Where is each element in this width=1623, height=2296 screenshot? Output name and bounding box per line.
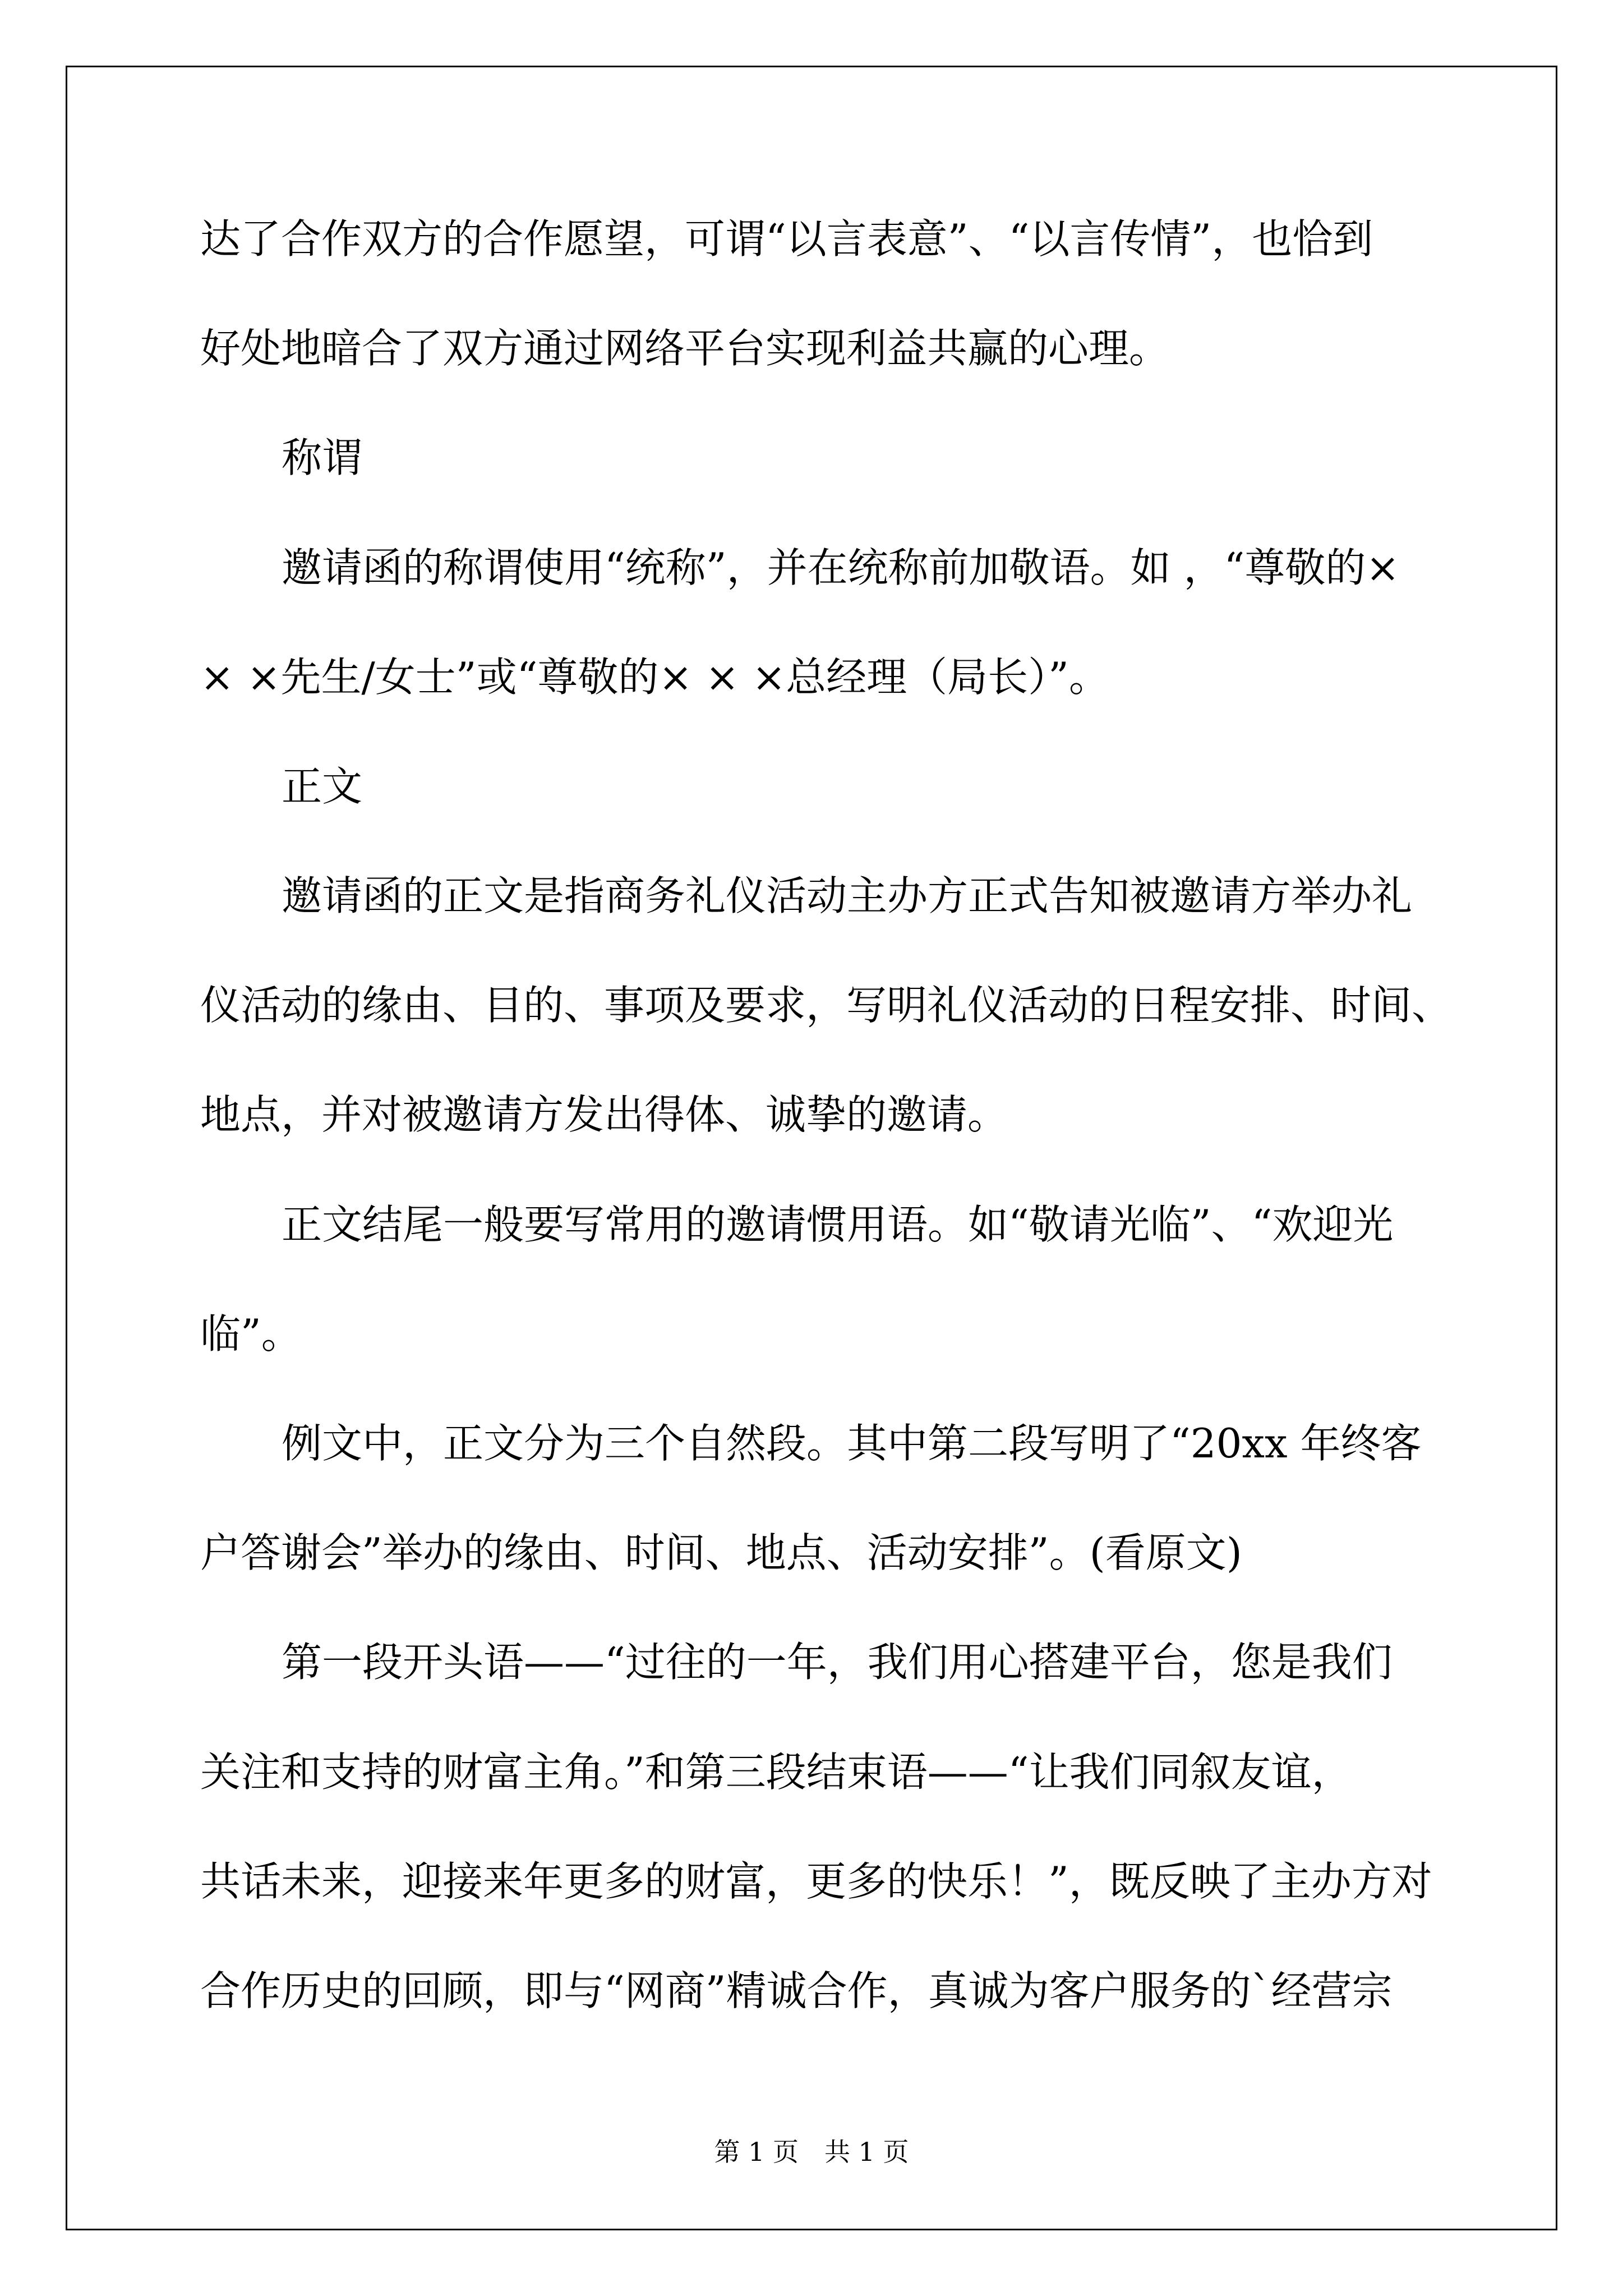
body-line: 关注和支持的财富主角。”和第三段结束语——“让我们同叙友谊， [200,1749,1352,1796]
body-line: 第一段开头语——“过往的一年，我们用心搭建平台，您是我们 [282,1639,1393,1686]
page-border [66,66,1557,2230]
body-line: 地点，并对被邀请方发出得体、诚挚的邀请。 [200,1091,1008,1138]
body-line: 仪活动的缘由、目的、事项及要求，写明礼仪活动的日程安排、时间、 [200,982,1453,1029]
body-line: 达了合作双方的合作愿望，可谓“以言表意”、“以言传情”，也恰到 [200,215,1373,263]
section-heading: 称谓 [282,434,363,481]
body-line: 例文中，正文分为三个自然段。其中第二段写明了“20xx 年终客 [282,1420,1422,1467]
body-line: 正文结尾一般要写常用的邀请惯用语。如“敬请光临”、“欢迎光 [282,1201,1394,1248]
body-line: 好处地暗合了双方通过网络平台实现利益共赢的心理。 [200,325,1170,372]
body-line: 邀请函的正文是指商务礼仪活动主办方正式告知被邀请方举办礼 [282,872,1413,919]
body-line: 共话未来，迎接来年更多的财富，更多的快乐！”，既反映了主办方对 [200,1858,1432,1905]
section-heading: 正文 [282,763,363,810]
body-line: 合作历史的回顾，即与“网商”精诚合作，真诚为客户服务的`经营宗 [200,1967,1393,2014]
page-footer: 第 1 页 共 1 页 [714,2137,909,2167]
body-line: 邀请函的称谓使用“统称”，并在统称前加敬语。如 ，“尊敬的× [282,544,1400,591]
body-line: × ×先生/女士”或“尊敬的× × ×总经理（局长）”。 [200,654,1109,701]
body-line: 临”。 [200,1310,302,1358]
body-line: 户答谢会”举办的缘由、时间、地点、活动安排”。(看原文) [200,1529,1242,1576]
